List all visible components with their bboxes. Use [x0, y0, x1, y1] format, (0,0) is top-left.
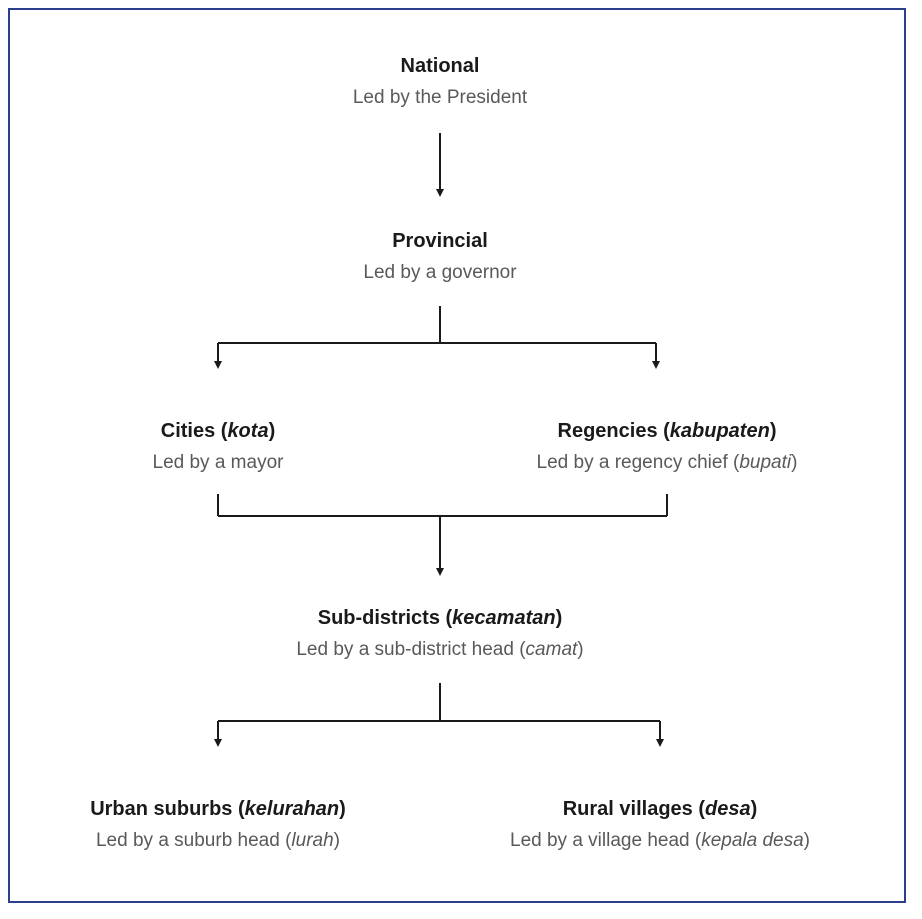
- node-cities-subtitle: Led by a mayor: [152, 452, 284, 473]
- node-provincial-subtitle: Led by a governor: [363, 262, 517, 283]
- diagram-canvas: [10, 10, 904, 901]
- node-sub-districts-subtitle-plain: Led by a sub-district head (: [296, 639, 526, 660]
- node-regencies: [537, 417, 798, 477]
- node-cities: [153, 417, 284, 477]
- node-regencies-subtitle-italic: bupati: [739, 452, 792, 473]
- node-sub-districts-title-italic: kecamatan: [452, 607, 556, 629]
- node-national-title: National: [400, 55, 480, 77]
- node-regencies-title-tail: ): [769, 420, 777, 442]
- node-rural-villages-subtitle-tail: ): [803, 830, 810, 851]
- node-sub-districts-title-plain: Sub-districts (: [317, 607, 453, 629]
- node-regencies-title-italic: kabupaten: [669, 420, 770, 442]
- node-urban-suburbs-subtitle-italic: lurah: [291, 830, 334, 851]
- node-urban-suburbs-subtitle-tail: ): [333, 830, 340, 851]
- node-sub-districts-title-tail: ): [555, 607, 563, 629]
- node-national-subtitle: Led by the President: [352, 87, 528, 108]
- node-rural-villages-title: [510, 795, 810, 823]
- node-rural-villages-subtitle-italic: kepala desa: [701, 830, 804, 851]
- node-urban-suburbs-subtitle-plain: Led by a suburb head (: [95, 830, 292, 851]
- node-regencies-subtitle-plain: Led by a regency chief (: [536, 452, 740, 473]
- node-rural-villages-title-italic: desa: [705, 798, 751, 820]
- node-sub-districts: [296, 604, 583, 664]
- node-regencies-subtitle: [537, 449, 798, 477]
- node-sub-districts-subtitle: [296, 636, 583, 664]
- node-regencies-subtitle-tail: ): [791, 452, 798, 473]
- node-urban-suburbs: [90, 795, 346, 855]
- node-rural-villages-subtitle: [510, 827, 810, 855]
- node-cities-title-italic: kota: [227, 420, 269, 442]
- node-urban-suburbs-subtitle: [90, 827, 346, 855]
- node-rural-villages: [510, 795, 810, 855]
- node-rural-villages-title-tail: ): [750, 798, 758, 820]
- node-provincial-title: Provincial: [392, 230, 488, 252]
- node-sub-districts-title: [296, 604, 583, 632]
- node-regencies-title: [537, 417, 798, 445]
- node-national: [353, 52, 527, 112]
- node-urban-suburbs-title: [90, 795, 346, 823]
- node-sub-districts-subtitle-italic: camat: [525, 639, 578, 660]
- node-urban-suburbs-title-italic: kelurahan: [244, 798, 340, 820]
- node-rural-villages-title-plain: Rural villages (: [562, 798, 706, 820]
- node-cities-title-plain: Cities (: [160, 420, 228, 442]
- node-cities-title-tail: ): [268, 420, 276, 442]
- node-provincial: [363, 227, 516, 287]
- node-urban-suburbs-title-tail: ): [339, 798, 346, 820]
- node-regencies-title-plain: Regencies (: [557, 420, 670, 442]
- node-cities-title: [153, 417, 284, 445]
- node-urban-suburbs-title-plain: Urban suburbs (: [90, 798, 245, 820]
- node-sub-districts-subtitle-tail: ): [577, 639, 584, 660]
- diagram-frame: [8, 8, 906, 903]
- node-rural-villages-subtitle-plain: Led by a village head (: [510, 830, 702, 851]
